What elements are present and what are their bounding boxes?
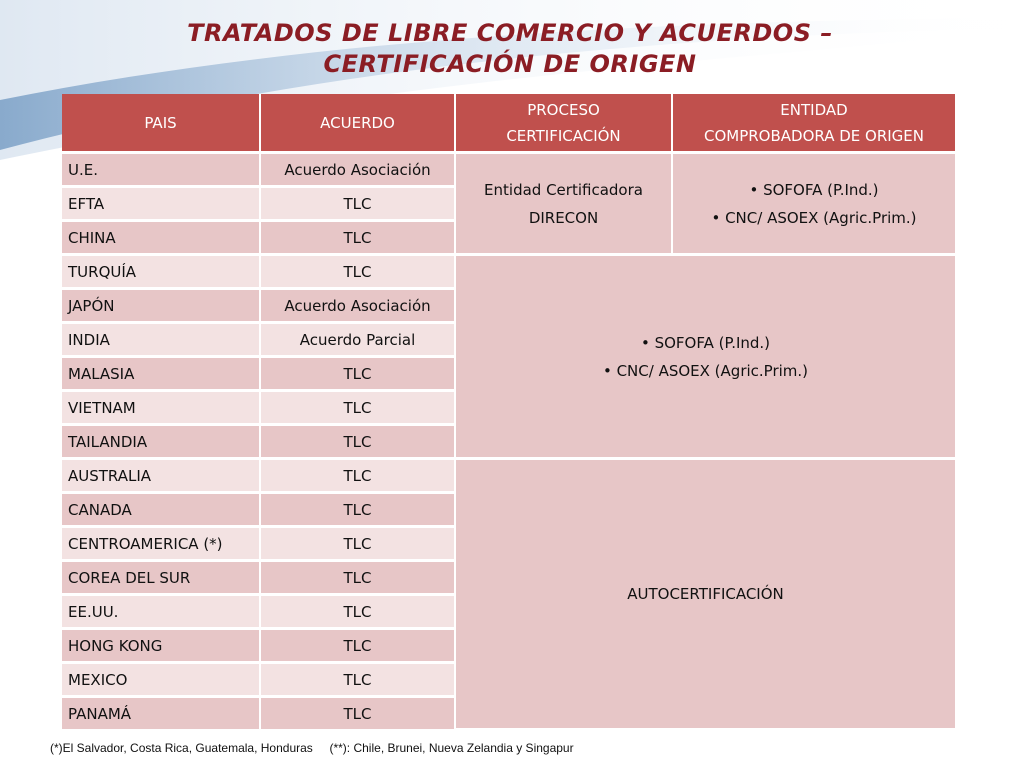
footnote-right: (**): Chile, Brunei, Nueva Zelandia y Singapur bbox=[329, 741, 574, 755]
header-pais: PAIS bbox=[62, 94, 260, 153]
group1-proceso-line1: Entidad Certificadora bbox=[484, 180, 643, 199]
row-pais: EFTA bbox=[62, 187, 260, 221]
group1-proceso-line2: DIRECON bbox=[528, 208, 599, 227]
table-row bbox=[62, 153, 955, 187]
row-pais: VIETNAM bbox=[62, 391, 260, 425]
group2-entidad bbox=[455, 255, 955, 459]
row-acuerdo: TLC bbox=[260, 629, 455, 663]
row-acuerdo: TLC bbox=[260, 527, 455, 561]
header-proceso-line1: PROCESO bbox=[527, 100, 600, 119]
row-pais: INDIA bbox=[62, 323, 260, 357]
slide-title-line1: TRATADOS DE LIBRE COMERCIO Y ACUERDOS – bbox=[187, 19, 833, 47]
header-acuerdo: ACUERDO bbox=[260, 94, 455, 153]
header-entidad-line2: COMPROBADORA DE ORIGEN bbox=[703, 126, 925, 145]
header-entidad bbox=[672, 94, 955, 153]
group1-entidad bbox=[672, 153, 955, 255]
row-pais: AUSTRALIA bbox=[62, 459, 260, 493]
row-pais: U.E. bbox=[62, 153, 260, 187]
header-proceso-line2: CERTIFICACIÓN bbox=[506, 126, 621, 145]
row-acuerdo: Acuerdo Asociación bbox=[260, 289, 455, 323]
row-acuerdo: TLC bbox=[260, 697, 455, 730]
row-acuerdo: TLC bbox=[260, 561, 455, 595]
row-acuerdo: TLC bbox=[260, 493, 455, 527]
footnote-left: (*)El Salvador, Costa Rica, Guatemala, Honduras bbox=[50, 741, 313, 755]
row-acuerdo: Acuerdo Asociación bbox=[260, 153, 455, 187]
row-pais: CHINA bbox=[62, 221, 260, 255]
row-acuerdo: TLC bbox=[260, 663, 455, 697]
header-proceso bbox=[455, 94, 672, 153]
table-row bbox=[62, 459, 955, 493]
row-acuerdo: TLC bbox=[260, 459, 455, 493]
agreements-table bbox=[62, 94, 955, 731]
table-row bbox=[62, 255, 955, 289]
row-acuerdo: TLC bbox=[260, 595, 455, 629]
group2-line2: • CNC/ ASOEX (Agric.Prim.) bbox=[602, 361, 809, 380]
row-pais: PANAMÁ bbox=[62, 697, 260, 730]
row-acuerdo: TLC bbox=[260, 357, 455, 391]
group1-proceso bbox=[455, 153, 672, 255]
row-pais: TAILANDIA bbox=[62, 425, 260, 459]
group1-entidad-line1: • SOFOFA (P.Ind.) bbox=[749, 180, 879, 199]
row-pais: MALASIA bbox=[62, 357, 260, 391]
row-pais: MEXICO bbox=[62, 663, 260, 697]
row-acuerdo: Acuerdo Parcial bbox=[260, 323, 455, 357]
header-entidad-line1: ENTIDAD bbox=[780, 100, 848, 119]
row-pais: COREA DEL SUR bbox=[62, 561, 260, 595]
group1-entidad-line2: • CNC/ ASOEX (Agric.Prim.) bbox=[711, 208, 917, 227]
slide-title-line2: CERTIFICACIÓN DE ORIGEN bbox=[323, 50, 697, 78]
row-acuerdo: TLC bbox=[260, 391, 455, 425]
group2-line1: • SOFOFA (P.Ind.) bbox=[640, 333, 771, 352]
row-pais: CENTROAMERICA (*) bbox=[62, 527, 260, 561]
row-acuerdo: TLC bbox=[260, 255, 455, 289]
row-pais: CANADA bbox=[62, 493, 260, 527]
row-acuerdo: TLC bbox=[260, 425, 455, 459]
row-pais: TURQUÍA bbox=[62, 255, 260, 289]
table-header-row bbox=[62, 94, 955, 153]
slide-title bbox=[150, 18, 870, 80]
row-pais: HONG KONG bbox=[62, 629, 260, 663]
row-acuerdo: TLC bbox=[260, 221, 455, 255]
group3-autocertificacion: AUTOCERTIFICACIÓN bbox=[455, 459, 955, 730]
row-acuerdo: TLC bbox=[260, 187, 455, 221]
row-pais: JAPÓN bbox=[62, 289, 260, 323]
row-pais: EE.UU. bbox=[62, 595, 260, 629]
footnote bbox=[50, 741, 574, 755]
